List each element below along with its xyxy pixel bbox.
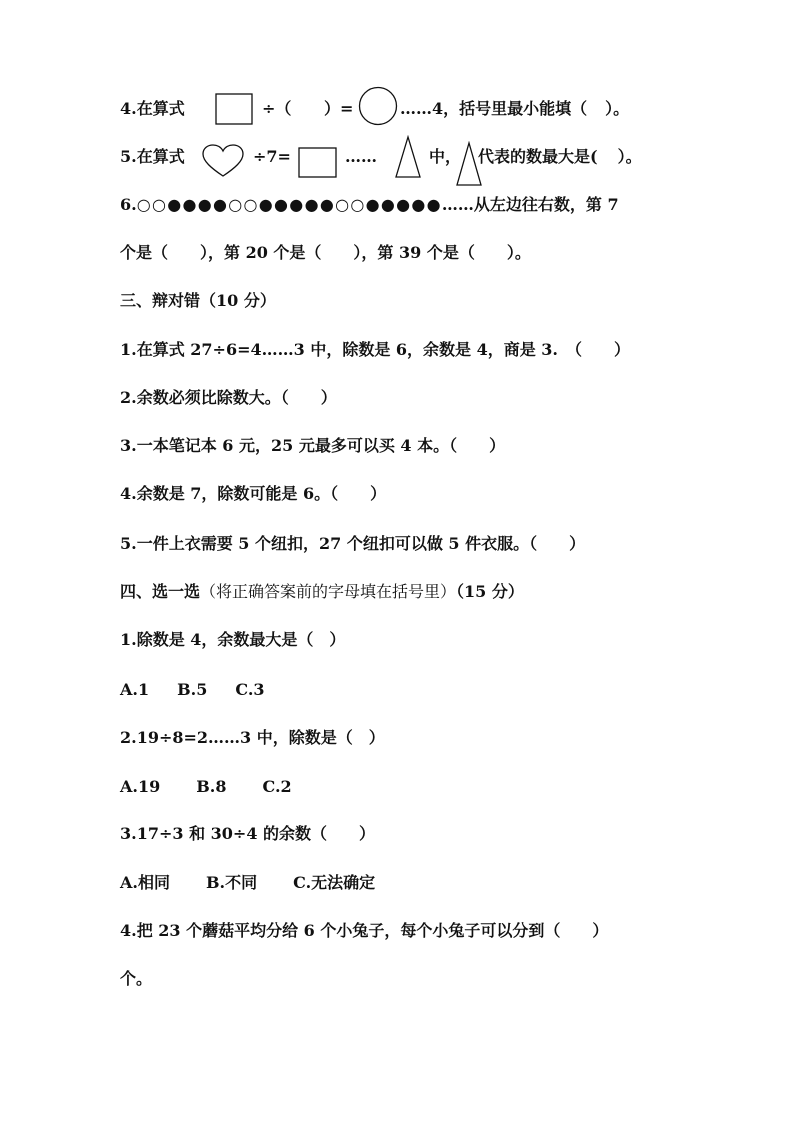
s4-heading-title: 四、选一选 [120, 582, 201, 601]
s4-q3-options [120, 871, 375, 895]
q4-div-open: ÷（ [262, 99, 292, 118]
q4-tail-text: ……4，括号里最小能填（ [400, 99, 588, 118]
s4-q2-options [120, 775, 292, 799]
s4-q3-option-b: B.不同 [206, 873, 258, 892]
s4-q1-stem: 1.除数是 4，余数最大是（ ） [120, 630, 346, 649]
square-icon [215, 93, 253, 125]
q4-end-text: ）。 [605, 99, 630, 118]
question-4-row [120, 97, 185, 121]
s4-q4-line2: 个。 [120, 969, 153, 988]
section-4-heading [120, 580, 524, 604]
circle-icon [358, 86, 398, 126]
s4-q1-option-a: A.1 [120, 680, 150, 699]
s4-heading-score: （15 分） [456, 582, 524, 601]
question-6-row [120, 193, 619, 217]
s3-item-4: 4.余数是 7，除数可能是 6。（ ） [120, 484, 387, 503]
square-box-shape-2 [298, 147, 338, 183]
circle-shape [358, 86, 398, 130]
triangle-icon [394, 135, 422, 179]
s3-item-2: 2.余数必须比除数大。（ ） [120, 388, 337, 407]
section-3-heading: 三、辩对错（10 分） [120, 291, 276, 310]
s3-item-3: 3.一本笔记本 6 元，25 元最多可以买 4 本。（ ） [120, 436, 506, 455]
q6-tail: ……从左边往右数，第 7 [441, 195, 619, 214]
q5-div7: ÷7= [253, 147, 291, 166]
heart-icon [201, 144, 245, 178]
q5-tail-text: 代表的数最大是( [478, 147, 598, 166]
s4-q3-stem: 3.17÷3 和 30÷4 的余数（ ） [120, 824, 376, 843]
question-5-row [120, 145, 185, 169]
s4-q1-options [120, 678, 265, 702]
q6-prefix: 6. [120, 195, 137, 214]
q4-tail [400, 97, 629, 121]
q6-circle-sequence: ○○●●●●○○●●●●●○○●●●●● [136, 195, 442, 214]
s4-q2-option-a: A.19 [120, 777, 161, 796]
s4-q3-option-c: C.无法确定 [293, 873, 376, 892]
s4-q1-option-b: B.5 [177, 680, 208, 699]
q5-tail [478, 145, 642, 169]
s3-item-5: 5.一件上衣需要 5 个纽扣，27 个纽扣可以做 5 件衣服。（ ） [120, 534, 586, 553]
q6-line2: 个是（ ），第 20 个是（ ），第 39 个是（ ）。 [120, 243, 531, 262]
s4-q1-option-c: C.3 [235, 680, 265, 699]
s4-q4-stem: 4.把 23 个蘑菇平均分给 6 个小兔子，每个小兔子可以分到（ ） [120, 921, 609, 940]
square-icon [298, 147, 338, 179]
heart-shape [201, 144, 245, 182]
s3-item-1: 1.在算式 27÷6=4……3 中，除数是 6，余数是 4，商是 3. （ ） [120, 340, 631, 359]
q5-dots: …… [345, 147, 377, 166]
square-box-shape [215, 93, 253, 129]
s4-q2-option-c: C.2 [262, 777, 292, 796]
s4-q3-option-a: A.相同 [120, 873, 170, 892]
q4-prefix: 4.在算式 [120, 99, 185, 118]
triangle-shape-1 [394, 135, 422, 183]
q4-close-eq: ）= [324, 99, 354, 118]
s4-q2-option-b: B.8 [196, 777, 227, 796]
s4-q2-stem: 2.19÷8=2……3 中，除数是（ ） [120, 728, 385, 747]
q5-end-text: ）。 [617, 147, 642, 166]
s4-heading-note: （将正确答案前的字母填在括号里） [200, 582, 457, 601]
q5-mid: 中， [429, 147, 462, 166]
q5-prefix: 5.在算式 [120, 147, 185, 166]
